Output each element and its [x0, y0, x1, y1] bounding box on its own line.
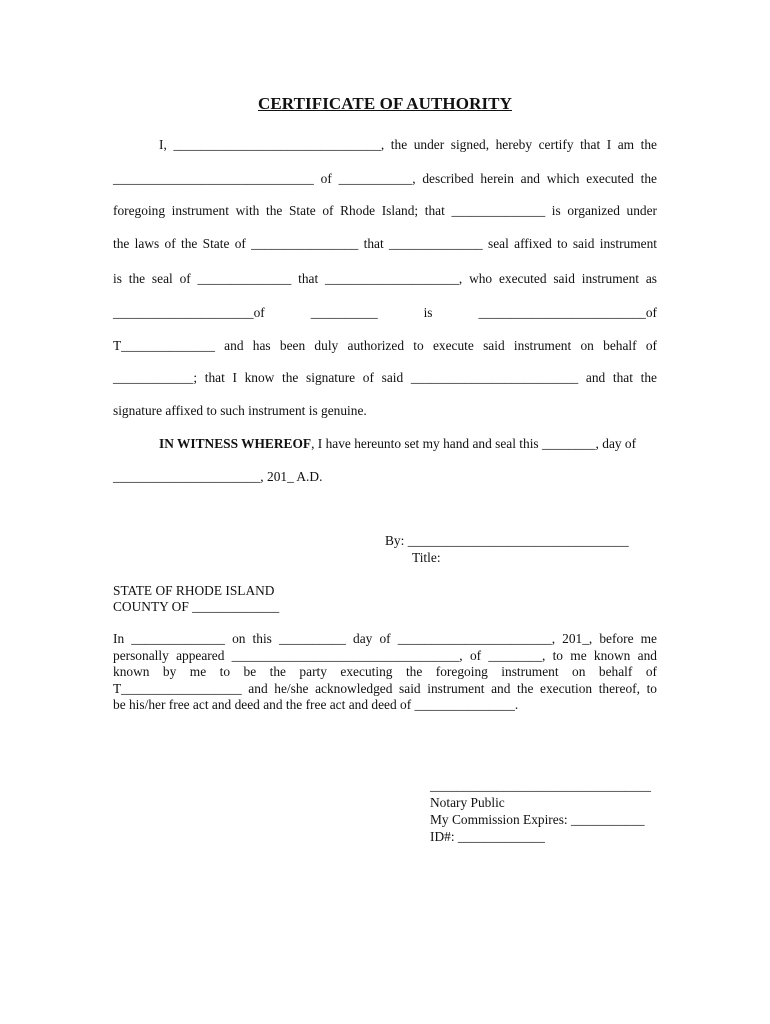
- signature-by-line: [385, 533, 629, 549]
- by-signature-blank: _________________________________: [407, 533, 629, 548]
- by-label: By:: [385, 533, 405, 548]
- acknowledgment-line-2: personally appeared __________________________________, of ________, to me known and: [113, 648, 657, 663]
- witness-date-line: ______________________, 201_ A.D.: [113, 469, 323, 484]
- acknowledgment-line-4: T__________________ and he/she acknowledged said instrument and the execution thereof, to: [113, 681, 657, 696]
- county-label: COUNTY OF _____________: [113, 599, 280, 614]
- witness-text: , I have hereunto set my hand and seal this ________, day of: [311, 436, 637, 451]
- state-label: STATE OF RHODE ISLAND: [113, 583, 275, 598]
- notary-public-label: Notary Public: [430, 795, 505, 810]
- commission-expires-label: My Commission Expires: ___________: [430, 812, 645, 827]
- certify-line-2: ______________________________ of ___________, described herein and which executed the: [113, 171, 657, 186]
- certify-line-6: _____________________of __________ is _________________________of: [113, 305, 657, 320]
- acknowledgment-line-1: In ______________ on this __________ day of _______________________, 201_, before me: [113, 631, 657, 646]
- certify-line-7: T______________ and has been duly authorized to execute said instrument on behalf of: [113, 338, 657, 353]
- certify-line-4: the laws of the State of ________________ that ______________ seal affixed to said instrument: [113, 236, 657, 251]
- certify-line-8: ____________; that I know the signature of said _________________________ and that the: [113, 370, 657, 385]
- certify-line-9: signature affixed to such instrument is genuine.: [113, 403, 367, 418]
- signer-title-label: Title:: [412, 550, 441, 565]
- certify-line-1: I, _______________________________, the under signed, hereby certify that I am the: [159, 137, 657, 152]
- witness-line: [159, 436, 657, 452]
- notary-id-label: ID#: _____________: [430, 829, 545, 844]
- witness-heading: IN WITNESS WHEREOF: [159, 436, 312, 451]
- acknowledgment-line-3: known by me to be the party executing the foregoing instrument on behalf of: [113, 664, 657, 679]
- certify-line-5: is the seal of ______________ that ____________________, who executed said instrument as: [113, 271, 657, 286]
- document-title: CERTIFICATE OF AUTHORITY: [257, 94, 512, 113]
- notary-signature-blank: _________________________________: [430, 778, 651, 793]
- acknowledgment-line-5: be his/her free act and deed and the free act and deed of _______________.: [113, 697, 519, 712]
- certify-line-3: foregoing instrument with the State of Rhode Island; that ______________ is organized under: [113, 203, 657, 218]
